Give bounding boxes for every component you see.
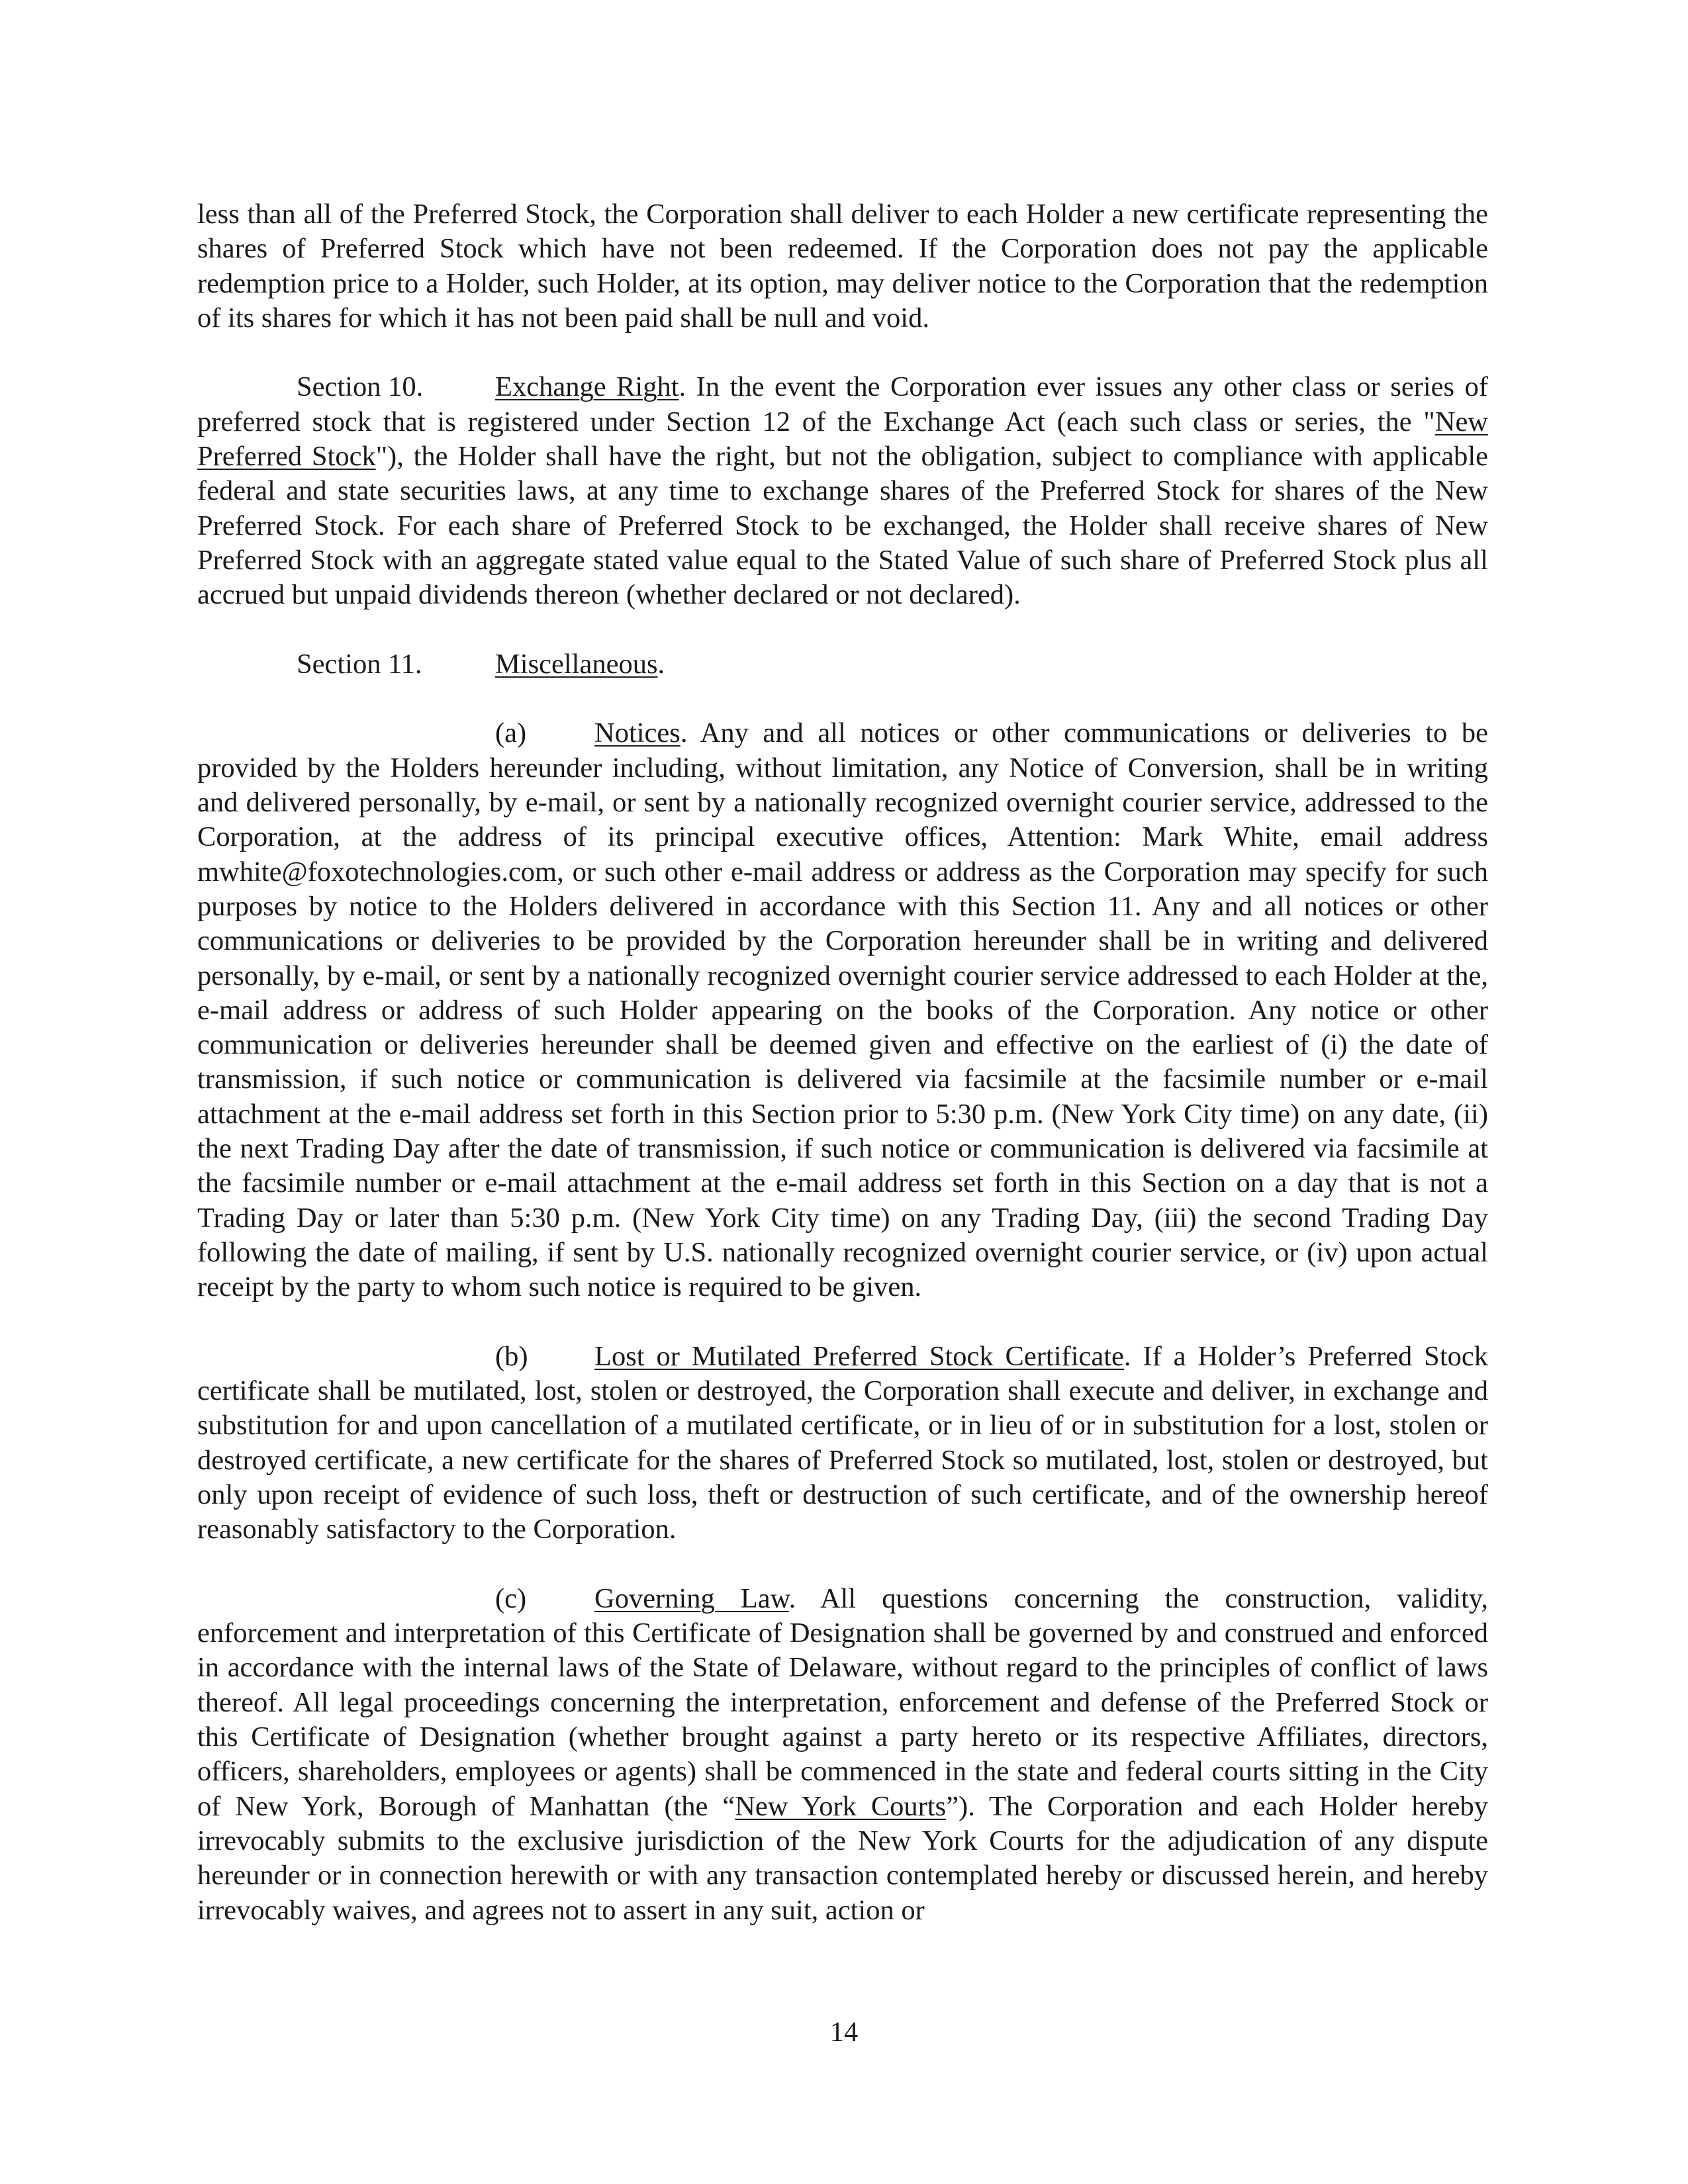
section-11-period: . [657,648,665,680]
defined-term-new-preferred-stock: New Preferred Stock [197,406,1488,473]
section-10-label: Section 10. [297,371,424,403]
subsection-a-notices [197,716,1488,1304]
paragraph-redemption-continued [197,197,1488,336]
subsection-c-label: (c) [495,1582,527,1614]
section-10-paragraph [197,370,1488,612]
section-11-label: Section 11. [297,648,422,680]
subsection-a-heading: Notices [594,717,680,749]
page-number: 14 [829,2017,859,2048]
subsection-b-heading: Lost or Mutilated Preferred Stock Certificate [594,1340,1124,1372]
subsection-b-lost-certificate [197,1340,1488,1547]
subsection-c-governing-law [197,1582,1488,1928]
defined-term-new-york-courts: New York Courts [735,1790,947,1822]
subsection-b-label: (b) [495,1340,528,1372]
subsection-c-text-a: . All questions concerning the construction, validity, enforcement and interpretation of this Certificate of Designation shall be governed by and construed and enforced in accordance with the internal laws of the State of Delaware, without regard to the principles of conflict of laws thereof. All legal proceedings concerning the interpretation, enforcement and defense of the Preferred Stock or this Certificate of Designation (whether brought against a party hereto or its respective Affiliates, directors, officers, shareholders, employees or agents) shall be commenced in the state and federal courts sitting in the City of New York, Borough of Manhattan (the “ [197,1582,1489,1822]
subsection-a-text: . Any and all notices or other communications or deliveries to be provided by the Holders hereunder including, without limitation, any Notice of Conversion, shall be in writing and delivered personally, by e-mail, or sent by a nationally recognized overnight courier service, addressed to the Corporation, at the address of its principal executive offices, Attention: Mark White, email address mwhite@foxotechnologies.com, or such other e-mail address or address as the Corporation may specify for such purposes by notice to the Holders delivered in accordance with this Section 11. Any and all notices or other communications or deliveries to be provided by the Corporation hereunder shall be in writing and delivered personally, by e-mail, or sent by a nationally recognized overnight courier service addressed to each Holder at the, e-mail address or address of such Holder appearing on the books of the Corporation. Any notice or other communication or deliveries hereunder shall be deemed given and effective on the earliest of (i) the date of transmission, if such notice or communication is delivered via facsimile at the facsimile number or e-mail attachment at the e-mail address set forth in this Section prior to 5:30 p.m. (New York City time) on any date, (ii) the next Trading Day after the date of transmission, if such notice or communication is delivered via facsimile at the facsimile number or e-mail attachment at the e-mail address set forth in this Section on a day that is not a Trading Day or later than 5:30 p.m. (New York City time) on any Trading Day, (iii) the second Trading Day following the date of mailing, if sent by U.S. nationally recognized overnight courier service, or (iv) upon actual receipt by the party to whom such notice is required to be given. [197,717,1488,1303]
subsection-a-label: (a) [495,717,527,749]
subsection-b-text: . If a Holder’s Preferred Stock certificate shall be mutilated, lost, stolen or destroyed, the Corporation shall execute and deliver, in exchange and substitution for and upon cancellation of a mutilated certificate, or in lieu of or in substitution for a lost, stolen or destroyed certificate, a new certificate for the shares of Preferred Stock so mutilated, lost, stolen or destroyed, but only upon receipt of evidence of such loss, theft or destruction of such certificate, and of the ownership hereof reasonably satisfactory to the Corporation. [197,1340,1488,1545]
section-10-text-a: . In the event the Corporation ever issues any other class or series of preferred stock that is registered under Section 12 of the Exchange Act (each such class or series, the " [197,371,1488,437]
section-10-heading: Exchange Right [495,371,679,403]
section-11-heading: Miscellaneous [495,648,658,680]
document-body [197,197,1488,1962]
paragraph-text: less than all of the Preferred Stock, the Corporation shall deliver to each Holder a new certificate representing the shares of Preferred Stock which have not been redeemed. If the Corporation does not pay the applicable redemption price to a Holder, such Holder, at its option, may deliver notice to the Corporation that the redemption of its shares for which it has not been paid shall be null and void. [197,199,1488,334]
section-11-heading-line [197,647,1488,682]
subsection-c-heading: Governing Law [594,1582,789,1614]
subsection-c-text-b: ”). The Corporation and each Holder hereby irrevocably submits to the exclusive jurisdiction of the New York Courts for the adjudication of any dispute hereunder or in connection herewith or with any transaction contemplated hereby or discussed herein, and hereby irrevocably waives, and agrees not to assert in any suit, action or [197,1790,1488,1926]
section-10-text-b: "), the Holder shall have the right, but not the obligation, subject to compliance with applicable federal and state securities laws, at any time to exchange shares of the Preferred Stock for shares of the New Preferred Stock. For each share of Preferred Stock to be exchanged, the Holder shall receive shares of New Preferred Stock with an aggregate stated value equal to the Stated Value of such share of Preferred Stock plus all accrued but unpaid dividends thereon (whether declared or not declared). [197,441,1488,611]
